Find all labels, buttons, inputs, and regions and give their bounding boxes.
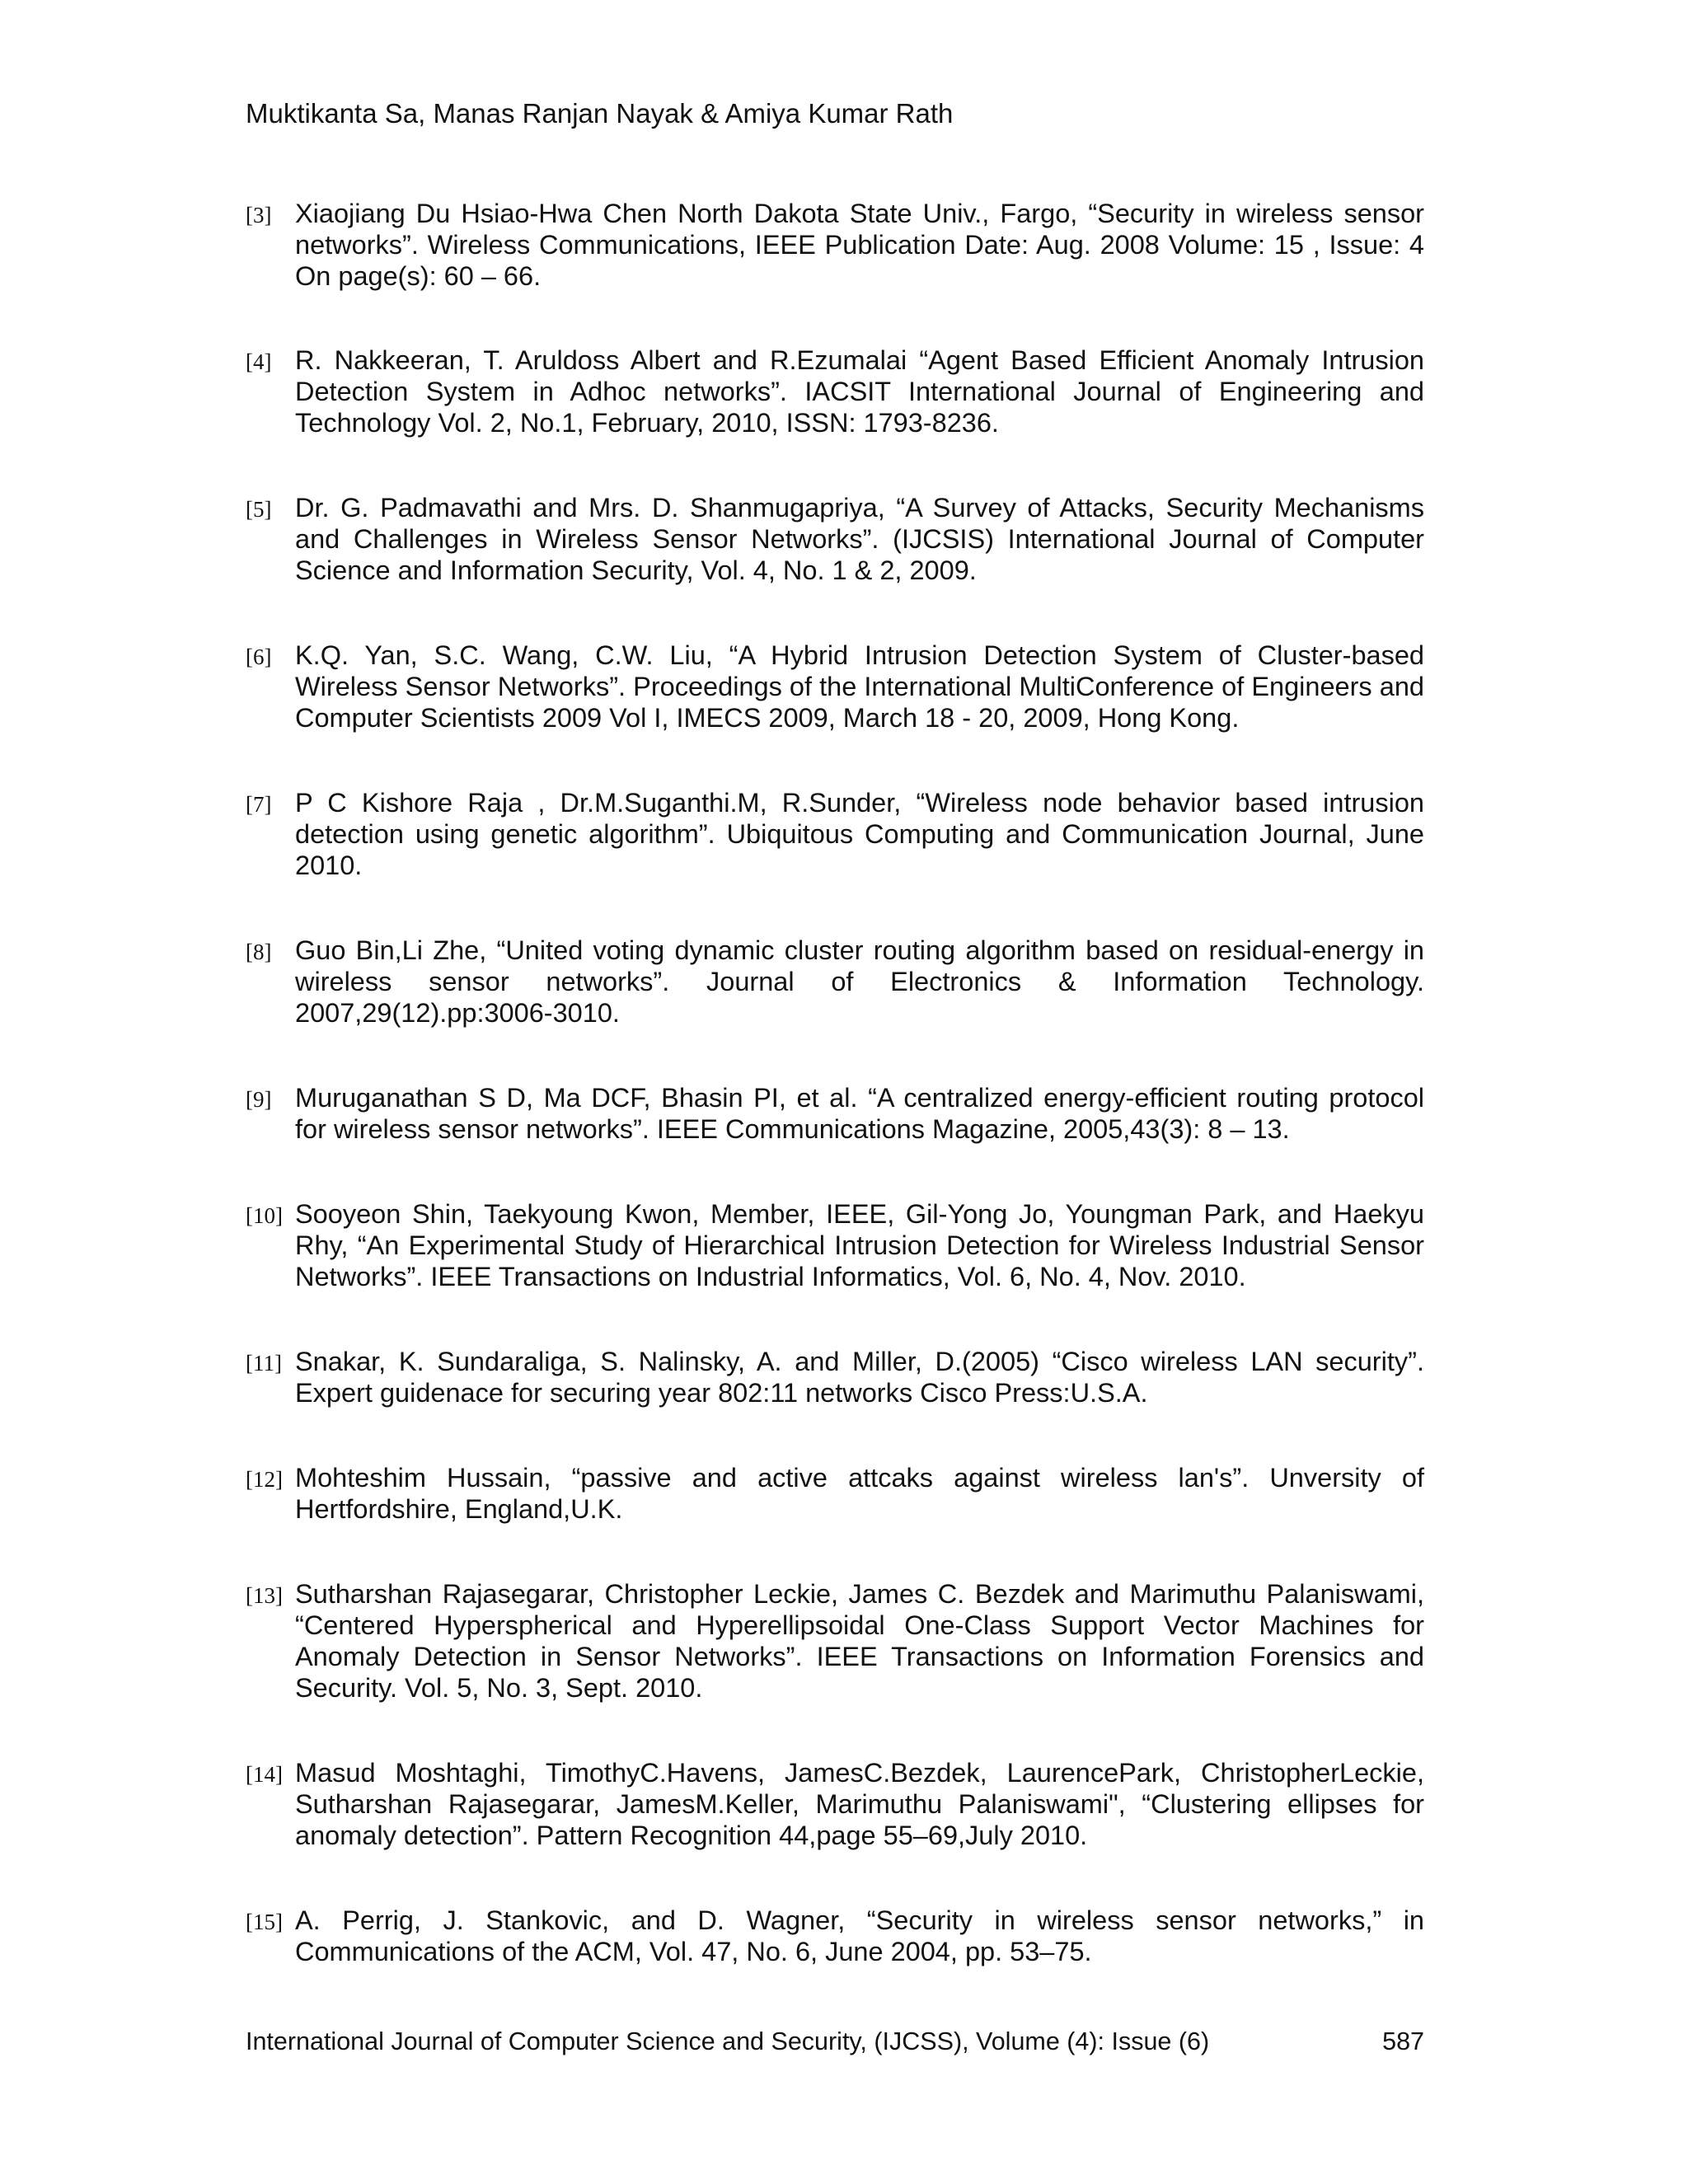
reference-text: Sooyeon Shin, Taekyoung Kwon, Member, IEEE, Gil-Yong Jo, Youngman Park, and Haekyu Rhy, “An Experimental Study of Hierarchical Intrusion Detection for Wireless Industrial Sensor Networks”. IEEE Transactions on Industrial Informatics, Vol. 6, No. 4, Nov. 2010. xyxy=(295,1199,1424,1291)
reference-entry xyxy=(246,935,1424,1029)
reference-number: [4] xyxy=(246,349,272,374)
reference-number: [9] xyxy=(246,1087,272,1112)
reference-number: [11] xyxy=(246,1351,282,1376)
page-number: 587 xyxy=(1382,2027,1424,2055)
reference-text: Guo Bin,Li Zhe, “United voting dynamic cluster routing algorithm based on residual-energy in wireless sensor networks”. Journal of Electronics & Information Technology. 2007,29(12).pp:3006-3010. xyxy=(295,935,1424,1028)
reference-text: Masud Moshtaghi, TimothyC.Havens, JamesC.Bezdek, LaurencePark, ChristopherLeckie, Sutharshan Rajasegarar, JamesM.Keller, Marimuthu Palaniswami", “Clustering ellipses for anomaly detection”. Pattern Recognition 44,page 55–69,July 2010. xyxy=(295,1758,1424,1850)
reference-number: [12] xyxy=(246,1467,283,1492)
reference-text: Sutharshan Rajasegarar, Christopher Leckie, James C. Bezdek and Marimuthu Palaniswami, “Centered Hyperspherical and Hyperellipsoidal One-Class Support Vector Machines for Anomaly Detection in Sensor Networks”. IEEE Transactions on Information Forensics and Security. Vol. 5, No. 3, Sept. 2010. xyxy=(295,1579,1424,1703)
reference-text: Mohteshim Hussain, “passive and active attcaks against wireless lan's”. Unversity of Hertfordshire, England,U.K. xyxy=(295,1463,1424,1524)
reference-number: [3] xyxy=(246,203,272,227)
reference-entry xyxy=(246,1578,1424,1704)
reference-text: K.Q. Yan, S.C. Wang, C.W. Liu, “A Hybrid Intrusion Detection System of Cluster-based Wireless Sensor Networks”. Proceedings of the International MultiConference of Engineers and Computer Scientists 2009 Vol I, IMECS 2009, March 18 - 20, 2009, Hong Kong. xyxy=(295,640,1424,733)
reference-number: [7] xyxy=(246,792,272,817)
reference-number: [8] xyxy=(246,940,272,964)
footer-journal-citation: International Journal of Computer Science and Security, (IJCSS), Volume (4): Issue (6) xyxy=(246,2027,1210,2055)
reference-number: [14] xyxy=(246,1762,283,1787)
reference-entry xyxy=(246,1462,1424,1525)
reference-text: P C Kishore Raja , Dr.M.Suganthi.M, R.Sunder, “Wireless node behavior based intrusion detection using genetic algorithm”. Ubiquitous Computing and Communication Journal, June 2010. xyxy=(295,788,1424,880)
reference-entry xyxy=(246,1905,1424,1967)
running-header: Muktikanta Sa, Manas Ranjan Nayak & Amiya Kumar Rath xyxy=(246,98,954,129)
reference-text: Xiaojiang Du Hsiao-Hwa Chen North Dakota State Univ., Fargo, “Security in wireless sensor networks”. Wireless Communications, IEEE Publication Date: Aug. 2008 Volume: 15 , Issue: 4 On page(s): 60 – 66. xyxy=(295,199,1424,291)
reference-entry xyxy=(246,640,1424,733)
reference-text: R. Nakkeeran, T. Aruldoss Albert and R.Ezumalai “Agent Based Efficient Anomaly Intrusion Detection System in Adhoc networks”. IACSIT International Journal of Engineering and Technology Vol. 2, No.1, February, 2010, ISSN: 1793-8236. xyxy=(295,345,1424,438)
reference-entry xyxy=(246,492,1424,586)
reference-number: [13] xyxy=(246,1583,283,1608)
reference-entry xyxy=(246,1346,1424,1408)
reference-number: [5] xyxy=(246,497,272,522)
reference-entry xyxy=(246,1198,1424,1292)
reference-number: [6] xyxy=(246,644,272,669)
reference-entry xyxy=(246,198,1424,292)
reference-text: Muruganathan S D, Ma DCF, Bhasin PI, et al. “A centralized energy-efficient routing protocol for wireless sensor networks”. IEEE Communications Magazine, 2005,43(3): 8 – 13. xyxy=(295,1083,1424,1144)
reference-entry xyxy=(246,344,1424,438)
reference-number: [10] xyxy=(246,1203,283,1228)
reference-entry xyxy=(246,1757,1424,1851)
reference-entry xyxy=(246,787,1424,881)
reference-text: Snakar, K. Sundaraliga, S. Nalinsky, A. and Miller, D.(2005) “Cisco wireless LAN security”. Expert guidenace for securing year 802:11 networks Cisco Press:U.S.A. xyxy=(295,1347,1424,1408)
reference-text: Dr. G. Padmavathi and Mrs. D. Shanmugapriya, “A Survey of Attacks, Security Mechanisms and Challenges in Wireless Sensor Networks”. (IJCSIS) International Journal of Computer Science and Information Security, Vol. 4, No. 1 & 2, 2009. xyxy=(295,493,1424,585)
reference-entry xyxy=(246,1082,1424,1145)
reference-number: [15] xyxy=(246,1910,283,1934)
reference-text: A. Perrig, J. Stankovic, and D. Wagner, “Security in wireless sensor networks,” in Communications of the ACM, Vol. 47, No. 6, June 2004, pp. 53–75. xyxy=(295,1905,1424,1966)
